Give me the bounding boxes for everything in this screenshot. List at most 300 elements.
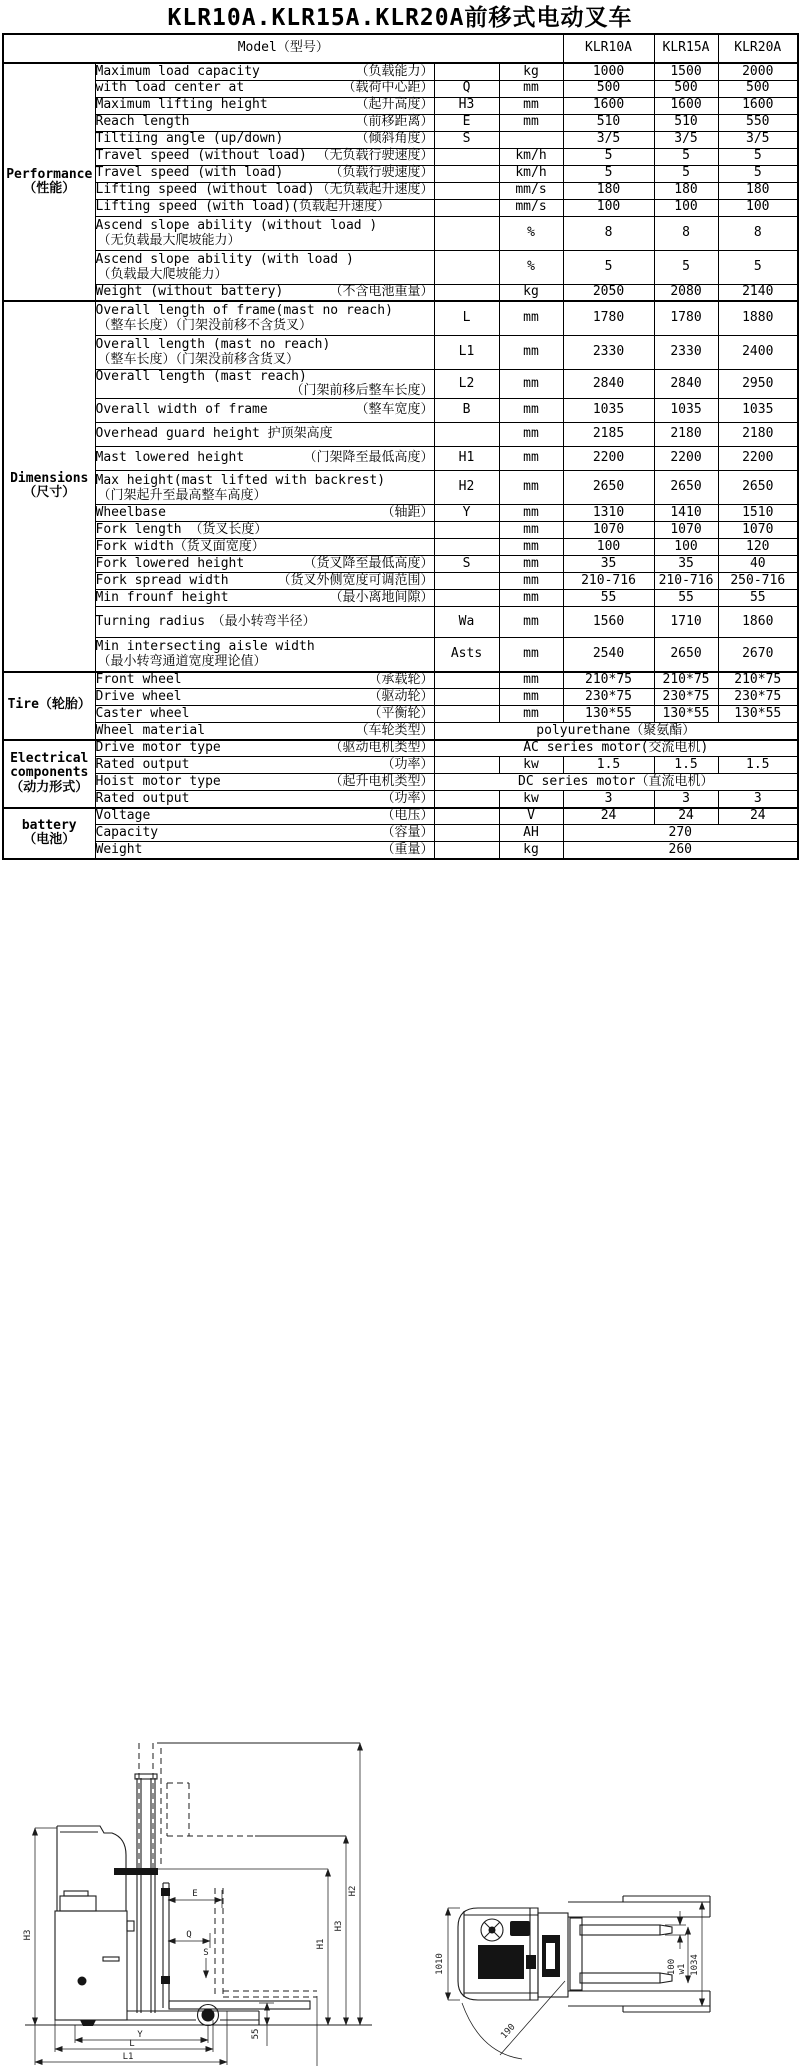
spec-symbol: H2 — [434, 471, 499, 505]
table-row — [3, 369, 798, 399]
spec-value: 1710 — [654, 607, 718, 638]
spec-value: 8 — [563, 216, 654, 250]
spec-value: 2650 — [654, 638, 718, 672]
table-row — [3, 399, 798, 423]
spec-description-en: Fork lowered height — [95, 555, 245, 571]
spec-value: 2540 — [563, 638, 654, 672]
spec-value: 1780 — [654, 301, 718, 335]
spec-symbol — [434, 757, 499, 774]
spec-description — [95, 447, 434, 471]
spec-symbol: Q — [434, 80, 499, 97]
spec-description — [95, 80, 434, 97]
spec-description-en: Maximum lifting height — [95, 97, 268, 113]
dim-label-h1: H1 — [316, 1938, 326, 1950]
spec-value: 230*75 — [563, 689, 654, 706]
spec-value: 24 — [563, 808, 654, 825]
spec-unit: mm — [499, 689, 563, 706]
table-row — [3, 556, 798, 573]
spec-value: 1600 — [718, 97, 798, 114]
table-row — [3, 199, 798, 216]
table-row — [3, 80, 798, 97]
spec-description-cn: （功率） — [381, 756, 434, 772]
spec-value: 55 — [563, 590, 654, 607]
spec-description-en: Overhead guard height 护顶架高度 — [95, 426, 333, 442]
spec-unit: AH — [499, 825, 563, 842]
table-row — [3, 590, 798, 607]
spec-symbol: S — [434, 131, 499, 148]
spec-description-en: Travel speed (with load) — [95, 165, 284, 181]
table-row — [3, 842, 798, 859]
spec-description — [95, 165, 434, 182]
spec-value: 2650 — [654, 471, 718, 505]
spec-description-en: Rated output — [95, 790, 190, 806]
spec-unit: kw — [499, 757, 563, 774]
spec-description-en: Front wheel — [95, 672, 182, 688]
spec-description — [95, 399, 434, 423]
spec-symbol — [434, 216, 499, 250]
spec-value: 1510 — [718, 505, 798, 522]
spec-symbol — [434, 63, 499, 80]
dim-label-l: L — [129, 2038, 135, 2049]
dim-label-h3-right: H3 — [334, 1920, 344, 1932]
spec-value: 2650 — [718, 471, 798, 505]
section-label-line: Dimensions — [10, 471, 89, 486]
spec-value: 2200 — [718, 447, 798, 471]
spec-description — [95, 216, 434, 250]
spec-description-cn: （整车宽度） — [355, 402, 434, 418]
side-view-drawing — [10, 1728, 390, 2068]
spec-description-en: Overall length (mast no reach) — [95, 337, 331, 352]
spec-unit: mm — [499, 335, 563, 369]
spec-description-cn: （平衡轮） — [368, 705, 434, 721]
dim-label-h3-left: H3 — [23, 1929, 33, 1941]
spec-value: 100 — [718, 199, 798, 216]
spec-value: 1780 — [563, 301, 654, 335]
spec-value: 210*75 — [654, 672, 718, 689]
spec-description-en: Turning radius （最小转弯半径） — [95, 613, 316, 629]
spec-symbol — [434, 182, 499, 199]
spec-description-cn: （倾斜角度） — [355, 131, 434, 147]
spec-symbol — [434, 522, 499, 539]
spec-description — [95, 757, 434, 774]
side-view-dimensions — [23, 1743, 360, 2065]
spec-value: 2140 — [718, 284, 798, 301]
section-label — [3, 808, 95, 859]
section-label-line: Performance — [6, 166, 93, 182]
spec-description — [95, 97, 434, 114]
spec-unit: mm — [499, 369, 563, 399]
spec-symbol: S — [434, 556, 499, 573]
spec-value: 2180 — [654, 423, 718, 447]
section-label-line: （尺寸） — [23, 485, 76, 501]
spec-value: 3 — [563, 791, 654, 808]
spec-description — [95, 740, 434, 757]
spec-value: 55 — [654, 590, 718, 607]
spec-value: 250-716 — [718, 573, 798, 590]
spec-value: 2400 — [718, 335, 798, 369]
forklift-side-outline — [25, 1743, 372, 2066]
spec-value: 40 — [718, 556, 798, 573]
spec-value: 210*75 — [718, 672, 798, 689]
spec-description-en: Overall width of frame — [95, 402, 268, 418]
spec-value: 35 — [563, 556, 654, 573]
table-row — [3, 539, 798, 556]
spec-value: 1500 — [654, 63, 718, 80]
spec-description — [95, 791, 434, 808]
spec-value: 2200 — [654, 447, 718, 471]
spec-unit: % — [499, 250, 563, 284]
spec-value: 55 — [718, 590, 798, 607]
table-row — [3, 216, 798, 250]
spec-description — [95, 182, 434, 199]
spec-unit: mm — [499, 573, 563, 590]
spec-value: 1070 — [563, 522, 654, 539]
spec-description-cn: （起升高度） — [355, 97, 434, 113]
model-header: Model（型号） — [3, 34, 563, 63]
section-label-line: Tire（轮胎） — [7, 697, 91, 713]
spec-symbol — [434, 590, 499, 607]
dim-label-1010: 1010 — [435, 1952, 445, 1975]
spec-description-cn: （负载行驶速度） — [329, 165, 434, 181]
spec-description-en: Fork width（货叉面宽度） — [95, 538, 265, 554]
spec-description — [95, 505, 434, 522]
spec-unit: mm — [499, 423, 563, 447]
dim-label-q: Q — [186, 1929, 192, 1940]
spec-description-cn: （最小离地间隙） — [329, 589, 434, 605]
spec-description-cn: （不含电池重量） — [329, 284, 434, 300]
spec-description — [95, 556, 434, 573]
table-row — [3, 723, 798, 740]
spec-value: 100 — [654, 199, 718, 216]
spec-symbol — [434, 199, 499, 216]
spec-unit: mm — [499, 471, 563, 505]
spec-description — [95, 825, 434, 842]
spec-symbol — [434, 825, 499, 842]
spec-description-en: Rated output — [95, 756, 190, 772]
spec-value: 5 — [718, 165, 798, 182]
spec-symbol — [434, 672, 499, 689]
spec-description-cn: （轴距） — [381, 504, 434, 520]
spec-description-en: Ascend slope ability (without load ) — [95, 218, 378, 233]
spec-value: 130*55 — [563, 706, 654, 723]
spec-value: 1070 — [654, 522, 718, 539]
spec-description-cn: （起升电机类型） — [329, 773, 434, 789]
spec-description-cn: （重量） — [381, 841, 434, 857]
table-row — [3, 740, 798, 757]
spec-value: 8 — [654, 216, 718, 250]
spec-description — [95, 590, 434, 607]
spec-value: 100 — [563, 539, 654, 556]
table-row — [3, 182, 798, 199]
spec-value: 5 — [654, 250, 718, 284]
spec-symbol: H3 — [434, 97, 499, 114]
spec-description — [95, 842, 434, 859]
spec-unit: km/h — [499, 165, 563, 182]
spec-value: 500 — [563, 80, 654, 97]
table-row — [3, 522, 798, 539]
spec-value: 5 — [718, 148, 798, 165]
table-row — [3, 423, 798, 447]
table-row — [3, 131, 798, 148]
spec-value: 3/5 — [563, 131, 654, 148]
spec-description — [95, 148, 434, 165]
spec-description — [95, 423, 434, 447]
table-row — [3, 63, 798, 80]
spec-description-en: Reach length — [95, 114, 190, 130]
spec-description-en: Voltage — [95, 808, 151, 824]
spec-symbol — [434, 165, 499, 182]
spec-description — [95, 808, 434, 825]
spec-span-value: DC series motor（直流电机） — [434, 774, 798, 791]
spec-value: 3/5 — [654, 131, 718, 148]
table-row — [3, 471, 798, 505]
spec-unit: mm — [499, 539, 563, 556]
spec-value: 1560 — [563, 607, 654, 638]
spec-description-cn: （承载轮） — [368, 672, 434, 688]
spec-value: 1.5 — [563, 757, 654, 774]
spec-description — [95, 573, 434, 590]
spec-symbol — [434, 689, 499, 706]
section-label-line: （性能） — [23, 181, 76, 196]
dim-label-h2: H2 — [348, 1885, 358, 1897]
spec-value: 180 — [718, 182, 798, 199]
spec-value: 2840 — [654, 369, 718, 399]
spec-description-en: Fork length （货叉长度） — [95, 521, 268, 537]
spec-description-en: Tiltiing angle (up/down) — [95, 131, 284, 147]
spec-description-en: Lifting speed (without load) — [95, 182, 315, 198]
spec-value: 2080 — [654, 284, 718, 301]
spec-description-cn: （最小转弯通道宽度理论值） — [97, 654, 267, 670]
spec-symbol: H1 — [434, 447, 499, 471]
table-row — [3, 638, 798, 672]
technical-drawings — [0, 860, 800, 2062]
spec-value: 2670 — [718, 638, 798, 672]
spec-description — [95, 689, 434, 706]
spec-value: 1880 — [718, 301, 798, 335]
spec-description-en: Mast lowered height — [95, 450, 245, 466]
spec-description-cn: （功率） — [381, 790, 434, 806]
spec-value: 2200 — [563, 447, 654, 471]
spec-description — [95, 607, 434, 638]
section-label — [3, 301, 95, 672]
spec-unit: kg — [499, 842, 563, 859]
spec-value: 210-716 — [563, 573, 654, 590]
spec-description-cn: （载荷中心距） — [342, 80, 434, 96]
spec-value: 1.5 — [654, 757, 718, 774]
spec-unit: mm — [499, 447, 563, 471]
spec-unit: mm — [499, 114, 563, 131]
table-row — [3, 301, 798, 335]
spec-symbol — [434, 148, 499, 165]
spec-description — [95, 284, 434, 301]
spec-description — [95, 774, 434, 791]
spec-value: 130*55 — [718, 706, 798, 723]
spec-value: 2840 — [563, 369, 654, 399]
spec-unit: kg — [499, 63, 563, 80]
spec-value: 1070 — [718, 522, 798, 539]
spec-description-en: Min frounf height — [95, 589, 229, 605]
spec-description — [95, 672, 434, 689]
spec-value: 100 — [654, 539, 718, 556]
spec-value: 1035 — [718, 399, 798, 423]
spec-unit: mm — [499, 80, 563, 97]
spec-description-en: Fork spread width — [95, 572, 229, 588]
spec-value: 5 — [654, 148, 718, 165]
spec-description-cn: （前移距离） — [355, 114, 434, 130]
spec-description-cn: （负载能力） — [355, 63, 434, 79]
spec-description-cn: （车轮类型） — [355, 722, 434, 738]
spec-description-en: Travel speed (without load) — [95, 148, 307, 164]
section-label-line: components — [10, 765, 89, 781]
spec-unit: mm — [499, 638, 563, 672]
spec-value: 2330 — [654, 335, 718, 369]
spec-span-value: AC series motor(交流电机) — [434, 740, 798, 757]
table-row — [3, 808, 798, 825]
spec-value: 5 — [563, 250, 654, 284]
table-row — [3, 825, 798, 842]
spec-unit: mm — [499, 522, 563, 539]
spec-value: 5 — [654, 165, 718, 182]
section-label-line: （电池） — [23, 832, 76, 848]
spec-value: 2050 — [563, 284, 654, 301]
table-row — [3, 791, 798, 808]
spec-symbol: Y — [434, 505, 499, 522]
spec-span-value: 260 — [563, 842, 798, 859]
spec-description-en: Wheelbase — [95, 504, 166, 520]
section-label — [3, 672, 95, 740]
spec-symbol: Asts — [434, 638, 499, 672]
table-row — [3, 114, 798, 131]
spec-description-en: Ascend slope ability (with load ) — [95, 252, 354, 267]
spec-unit: mm/s — [499, 199, 563, 216]
spec-description-en: Wheel material — [95, 722, 206, 738]
table-row — [3, 447, 798, 471]
spec-symbol: Wa — [434, 607, 499, 638]
spec-unit: mm — [499, 399, 563, 423]
spec-unit: mm — [499, 505, 563, 522]
dim-label-y: Y — [137, 2029, 143, 2040]
table-row — [3, 757, 798, 774]
spec-description-en: Drive wheel — [95, 688, 182, 704]
spec-value: 1035 — [654, 399, 718, 423]
spec-value: 2330 — [563, 335, 654, 369]
spec-symbol — [434, 250, 499, 284]
spec-description-cn: （货叉外侧宽度可调范围） — [277, 572, 434, 588]
spec-unit: V — [499, 808, 563, 825]
spec-value: 8 — [718, 216, 798, 250]
spec-symbol — [434, 423, 499, 447]
spec-symbol: E — [434, 114, 499, 131]
spec-value: 35 — [654, 556, 718, 573]
spec-value: 500 — [718, 80, 798, 97]
spec-description-en: Maximum load capacity — [95, 63, 260, 79]
dim-label-l1: L1 — [122, 2051, 134, 2062]
spec-value: 5 — [563, 148, 654, 165]
spec-unit: mm — [499, 97, 563, 114]
spec-unit: kg — [499, 284, 563, 301]
table-row — [3, 672, 798, 689]
spec-value: 1600 — [563, 97, 654, 114]
spec-unit: mm — [499, 706, 563, 723]
spec-description-en: Overall length (mast reach) — [95, 368, 307, 384]
spec-value: 3 — [654, 791, 718, 808]
spec-symbol — [434, 706, 499, 723]
spec-description — [95, 114, 434, 131]
table-row — [3, 689, 798, 706]
section-label-line: battery — [21, 817, 77, 833]
dim-label-55: 55 — [251, 2028, 261, 2040]
spec-description-cn: （负载最大爬坡能力） — [97, 267, 228, 282]
spec-unit: km/h — [499, 148, 563, 165]
spec-value: 210-716 — [654, 573, 718, 590]
spec-description-en: Drive motor type — [95, 740, 221, 756]
spec-description-cn: （门架起升至最高整车高度） — [97, 487, 267, 503]
spec-value: 1860 — [718, 607, 798, 638]
dim-label-s: S — [203, 1947, 209, 1958]
spec-description-en: Hoist motor type — [95, 773, 221, 789]
dim-label-1034: 1034 — [690, 1953, 700, 1976]
spec-description-cn: （电压） — [381, 808, 434, 824]
spec-description-en: Weight (without battery) — [95, 284, 284, 300]
spec-value: 1000 — [563, 63, 654, 80]
table-row — [3, 774, 798, 791]
spec-description-cn: （整车长度）（门架没前移含货叉） — [97, 352, 300, 367]
spec-description — [95, 131, 434, 148]
section-label-line: （动力形式） — [10, 779, 89, 795]
spec-unit: mm/s — [499, 182, 563, 199]
spec-value: 510 — [654, 114, 718, 131]
top-view-dimensions — [435, 1902, 708, 2041]
spec-symbol — [434, 539, 499, 556]
spec-value: 500 — [654, 80, 718, 97]
table-row — [3, 165, 798, 182]
spec-description — [95, 199, 434, 216]
spec-value: 1410 — [654, 505, 718, 522]
spec-value: 130*55 — [654, 706, 718, 723]
spec-span-value: polyurethane（聚氨酯） — [434, 723, 798, 740]
model-klr15a: KLR15A — [654, 34, 718, 63]
spec-value: 2180 — [718, 423, 798, 447]
spec-description-cn: （货叉降至最低高度） — [303, 555, 434, 571]
spec-description — [95, 522, 434, 539]
spec-description-cn: （无负载最大爬坡能力） — [97, 233, 241, 248]
spec-value: 180 — [563, 182, 654, 199]
spec-value: 1035 — [563, 399, 654, 423]
spec-value: 2000 — [718, 63, 798, 80]
spec-value: 1310 — [563, 505, 654, 522]
spec-value: 5 — [718, 250, 798, 284]
spec-unit: mm — [499, 590, 563, 607]
spec-description-en: with load center at — [95, 80, 245, 96]
spec-table — [2, 33, 799, 860]
spec-unit: mm — [499, 301, 563, 335]
spec-value: 1600 — [654, 97, 718, 114]
section-label — [3, 63, 95, 301]
spec-description — [95, 250, 434, 284]
spec-value: 510 — [563, 114, 654, 131]
spec-unit: kw — [499, 791, 563, 808]
spec-description-cn: （门架前移后整车长度） — [290, 382, 434, 398]
table-row — [3, 284, 798, 301]
spec-description-en: Capacity — [95, 824, 159, 840]
spec-symbol — [434, 573, 499, 590]
spec-value: 2185 — [563, 423, 654, 447]
spec-description-en: Caster wheel — [95, 705, 190, 721]
spec-value: 180 — [654, 182, 718, 199]
spec-description — [95, 706, 434, 723]
table-row — [3, 335, 798, 369]
dim-label-e: E — [192, 1888, 198, 1899]
